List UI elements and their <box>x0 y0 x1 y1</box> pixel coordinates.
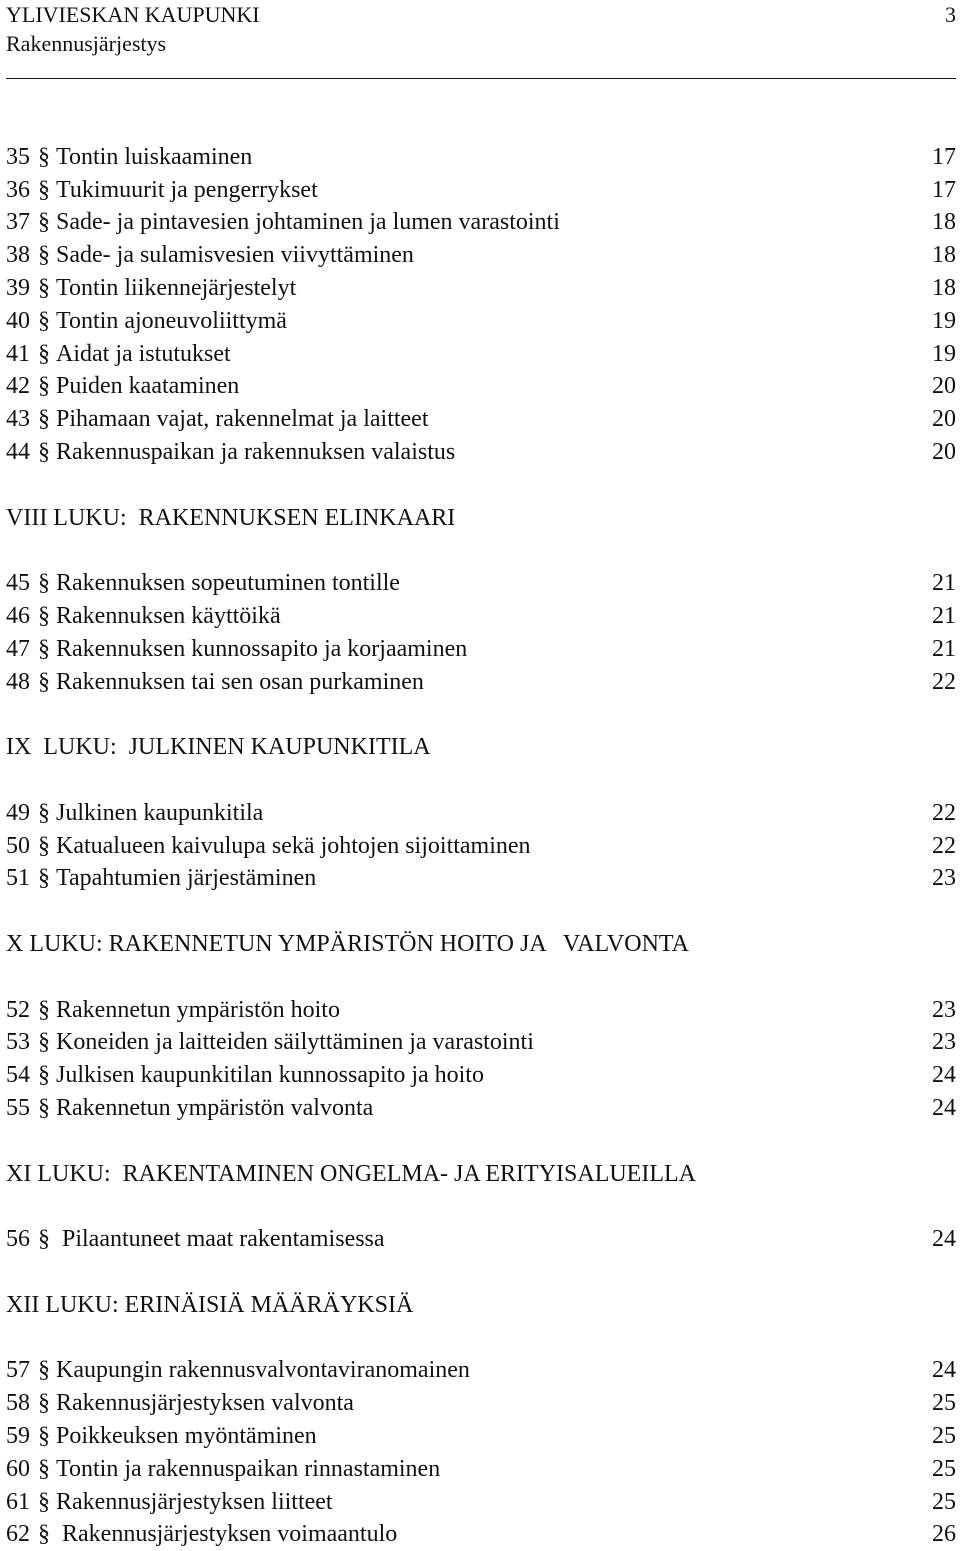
section-title: Rakennuksen kunnossapito ja korjaaminen <box>56 635 468 662</box>
section-title: Rakennuksen sopeutuminen tontille <box>56 570 400 597</box>
toc-entry <box>6 141 956 174</box>
section-number: 52 <box>6 996 30 1023</box>
page-number: 25 <box>932 1390 956 1417</box>
spacer <box>6 895 956 928</box>
section-sign-icon: § <box>38 1455 50 1482</box>
toc-entry <box>6 371 956 404</box>
spacer <box>6 699 956 732</box>
toc-entry <box>6 1387 956 1420</box>
section-sign-icon: § <box>38 996 50 1023</box>
toc-entry <box>6 239 956 272</box>
toc-entry <box>6 600 956 633</box>
page-number: 18 <box>932 275 956 302</box>
toc-entry-left <box>6 800 263 827</box>
section-sign-icon: § <box>38 832 50 859</box>
page-number: 23 <box>932 865 956 892</box>
section-number: 60 <box>6 1455 30 1482</box>
table-of-contents <box>6 141 956 1551</box>
section-number: 54 <box>6 1062 30 1089</box>
page-number: 22 <box>932 799 956 826</box>
section-title: Rakennusjärjestyksen liitteet <box>56 1488 333 1515</box>
toc-entry <box>6 1354 956 1387</box>
section-number: 35 <box>6 143 30 170</box>
section-title: Rakennusjärjestyksen valvonta <box>56 1390 354 1417</box>
toc-entry-left <box>6 177 318 204</box>
chapter-heading-ix: IX LUKU: JULKINEN KAUPUNKITILA <box>6 734 431 761</box>
header-org: YLIVIESKAN KAUPUNKI <box>6 2 260 27</box>
section-sign-icon: § <box>38 373 50 400</box>
toc-entry-left <box>6 1226 385 1253</box>
spacer <box>6 469 956 502</box>
section-number: 37 <box>6 209 30 236</box>
toc-entry <box>6 633 956 666</box>
section-title: Koneiden ja laitteiden säilyttäminen ja varastointi <box>56 1029 534 1056</box>
section-title: Sade- ja sulamisvesien viivyttäminen <box>56 242 414 269</box>
chapter-heading-viii: VIII LUKU: RAKENNUKSEN ELINKAARI <box>6 504 456 531</box>
section-sign-icon: § <box>38 439 50 466</box>
toc-entry <box>6 1486 956 1519</box>
section-title: Rakennuspaikan ja rakennuksen valaistus <box>56 439 456 466</box>
toc-entry <box>6 1420 956 1453</box>
section-sign-icon: § <box>38 1095 50 1121</box>
toc-entry-left <box>6 603 281 630</box>
chapter-heading-xii: XII LUKU: ERINÄISIÄ MÄÄRÄYKSIÄ <box>6 1291 414 1318</box>
section-number: 56 <box>6 1226 30 1253</box>
toc-entry <box>6 1059 956 1092</box>
toc-entry <box>6 305 956 338</box>
toc-entry-left <box>6 209 560 236</box>
section-sign-icon: § <box>38 1029 50 1056</box>
section-sign-icon: § <box>38 176 50 203</box>
toc-entry-left <box>6 373 239 400</box>
toc-entry <box>6 1453 956 1486</box>
toc-group-2 <box>6 567 956 698</box>
section-title: Aidat ja istutukset <box>56 340 231 367</box>
section-title: Rakennuksen käyttöikä <box>56 603 281 630</box>
page-number: 20 <box>932 406 956 433</box>
section-sign-icon: § <box>38 1357 50 1384</box>
toc-entry-left <box>6 1095 373 1122</box>
section-title: Rakennetun ympäristön valvonta <box>56 1095 374 1121</box>
toc-group-4 <box>6 994 956 1125</box>
spacer <box>6 1322 956 1355</box>
page-number: 24 <box>932 1095 956 1121</box>
section-sign-icon: § <box>38 1226 50 1253</box>
section-sign-icon: § <box>38 1422 50 1449</box>
toc-entry <box>6 666 956 699</box>
toc-entry <box>6 830 956 863</box>
page-number: 25 <box>932 1488 956 1515</box>
toc-entry <box>6 567 956 600</box>
header-rule <box>6 78 956 79</box>
toc-entry <box>6 403 956 436</box>
toc-entry-left <box>6 1357 470 1384</box>
page-number: 23 <box>932 996 956 1023</box>
toc-entry-left <box>6 997 340 1024</box>
section-sign-icon: § <box>38 635 50 662</box>
header-doc-title: Rakennusjärjestys <box>6 31 167 56</box>
page-number: 20 <box>932 373 956 400</box>
section-title: Tukimuurit ja pengerrykset <box>56 176 318 203</box>
toc-entry <box>6 1027 956 1060</box>
section-number: 49 <box>6 799 30 826</box>
section-number: 55 <box>6 1095 30 1121</box>
section-number: 47 <box>6 635 30 662</box>
toc-entry-left <box>6 1456 440 1483</box>
spacer <box>6 1125 956 1158</box>
section-title: Katualueen kaivulupa sekä johtojen sijoittaminen <box>56 832 531 859</box>
section-title: Tontin ajoneuvoliittymä <box>56 307 287 334</box>
section-number: 62 <box>6 1521 30 1548</box>
toc-entry-left <box>6 833 531 860</box>
section-sign-icon: § <box>38 209 50 236</box>
toc-group-3 <box>6 797 956 895</box>
page-number: 20 <box>932 439 956 466</box>
spacer <box>6 1191 956 1224</box>
section-title: Julkisen kaupunkitilan kunnossapito ja hoito <box>56 1062 484 1089</box>
toc-entry-left <box>6 439 455 466</box>
toc-entry-left <box>6 1062 484 1089</box>
toc-entry <box>6 1092 956 1125</box>
page-number: 19 <box>932 307 956 334</box>
toc-entry <box>6 272 956 305</box>
page-number: 26 <box>932 1521 956 1548</box>
section-number: 57 <box>6 1357 30 1384</box>
section-sign-icon: § <box>38 406 50 433</box>
section-number: 39 <box>6 275 30 302</box>
toc-entry <box>6 207 956 240</box>
toc-entry-left <box>6 242 414 269</box>
toc-entry-left <box>6 406 429 433</box>
page-number: 21 <box>932 603 956 630</box>
page-number: 25 <box>932 1455 956 1482</box>
section-title: Rakennuksen tai sen osan purkaminen <box>56 668 424 695</box>
page-header <box>6 0 956 58</box>
page-number: 18 <box>932 242 956 269</box>
spacer <box>6 764 956 797</box>
toc-entry <box>6 436 956 469</box>
section-sign-icon: § <box>38 570 50 597</box>
section-title: Puiden kaataminen <box>56 373 240 400</box>
page-number: 21 <box>932 635 956 662</box>
toc-entry-left <box>6 1423 317 1450</box>
toc-entry <box>6 174 956 207</box>
section-title: Poikkeuksen myöntäminen <box>56 1422 317 1449</box>
section-sign-icon: § <box>38 668 50 695</box>
page-number: 24 <box>932 1226 956 1253</box>
section-title: Tontin ja rakennuspaikan rinnastaminen <box>56 1455 441 1482</box>
toc-entry-left <box>6 1390 354 1417</box>
toc-group-5 <box>6 1223 956 1256</box>
section-title: Tapahtumien järjestäminen <box>56 865 317 892</box>
section-sign-icon: § <box>38 1062 50 1089</box>
toc-entry-left <box>6 275 296 302</box>
section-sign-icon: § <box>38 242 50 269</box>
section-number: 58 <box>6 1390 30 1417</box>
section-number: 41 <box>6 340 30 367</box>
section-title: Kaupungin rakennusvalvontaviranomainen <box>56 1357 470 1384</box>
toc-entry-left <box>6 669 424 696</box>
header-top-row <box>6 0 956 29</box>
toc-group-6 <box>6 1354 956 1551</box>
header-page-number: 3 <box>945 2 956 27</box>
page-number: 17 <box>932 143 956 170</box>
section-number: 36 <box>6 176 30 203</box>
section-number: 51 <box>6 865 30 892</box>
toc-entry-left <box>6 570 400 597</box>
section-number: 44 <box>6 439 30 466</box>
section-sign-icon: § <box>38 340 50 367</box>
section-title: Sade- ja pintavesien johtaminen ja lumen varastointi <box>56 209 560 236</box>
section-sign-icon: § <box>38 865 50 892</box>
page-number: 18 <box>932 209 956 236</box>
section-number: 61 <box>6 1488 30 1515</box>
chapter-heading-xi: XI LUKU: RAKENTAMINEN ONGELMA- JA ERITYISALUEILLA <box>6 1160 696 1187</box>
section-number: 45 <box>6 570 30 597</box>
toc-entry-left <box>6 865 316 892</box>
section-sign-icon: § <box>38 143 50 170</box>
section-sign-icon: § <box>38 603 50 630</box>
toc-entry-left <box>6 308 287 335</box>
page-number: 23 <box>932 1029 956 1056</box>
section-title: Rakennetun ympäristön hoito <box>56 996 340 1023</box>
toc-group-1 <box>6 141 956 469</box>
section-number: 48 <box>6 668 30 695</box>
spacer <box>6 535 956 568</box>
toc-entry-left <box>6 636 467 663</box>
page-number: 21 <box>932 570 956 597</box>
section-sign-icon: § <box>38 1488 50 1515</box>
section-sign-icon: § <box>38 799 50 826</box>
toc-entry <box>6 797 956 830</box>
toc-entry-left <box>6 1489 333 1516</box>
page-number: 22 <box>932 832 956 859</box>
toc-entry <box>6 1518 956 1551</box>
page-number: 22 <box>932 668 956 695</box>
page-number: 24 <box>932 1062 956 1089</box>
toc-entry <box>6 994 956 1027</box>
toc-entry <box>6 863 956 896</box>
section-sign-icon: § <box>38 307 50 334</box>
toc-entry <box>6 1223 956 1256</box>
chapter-heading-x: X LUKU: RAKENNETUN YMPÄRISTÖN HOITO JA VALVONTA <box>6 931 689 958</box>
spacer <box>6 961 956 994</box>
page-number: 19 <box>932 340 956 367</box>
section-sign-icon: § <box>38 1521 50 1548</box>
toc-entry-left <box>6 144 252 171</box>
toc-entry-left <box>6 1521 397 1548</box>
section-number: 40 <box>6 307 30 334</box>
section-title: Pilaantuneet maat rakentamisessa <box>56 1226 385 1253</box>
section-title: Tontin luiskaaminen <box>56 143 253 170</box>
section-sign-icon: § <box>38 275 50 302</box>
section-title: Pihamaan vajat, rakennelmat ja laitteet <box>56 406 429 433</box>
spacer <box>6 1256 956 1289</box>
section-number: 42 <box>6 373 30 400</box>
page-number: 25 <box>932 1422 956 1449</box>
page-number: 24 <box>932 1357 956 1384</box>
section-title: Tontin liikennejärjestelyt <box>56 275 297 302</box>
toc-entry-left <box>6 341 231 368</box>
section-title: Rakennusjärjestyksen voimaantulo <box>56 1521 398 1548</box>
section-number: 43 <box>6 406 30 433</box>
section-title: Julkinen kaupunkitila <box>56 799 264 826</box>
section-number: 53 <box>6 1029 30 1056</box>
page-number: 17 <box>932 176 956 203</box>
section-sign-icon: § <box>38 1390 50 1417</box>
section-number: 38 <box>6 242 30 269</box>
section-number: 59 <box>6 1422 30 1449</box>
toc-entry <box>6 338 956 371</box>
toc-entry-left <box>6 1029 534 1056</box>
section-number: 50 <box>6 832 30 859</box>
section-number: 46 <box>6 603 30 630</box>
